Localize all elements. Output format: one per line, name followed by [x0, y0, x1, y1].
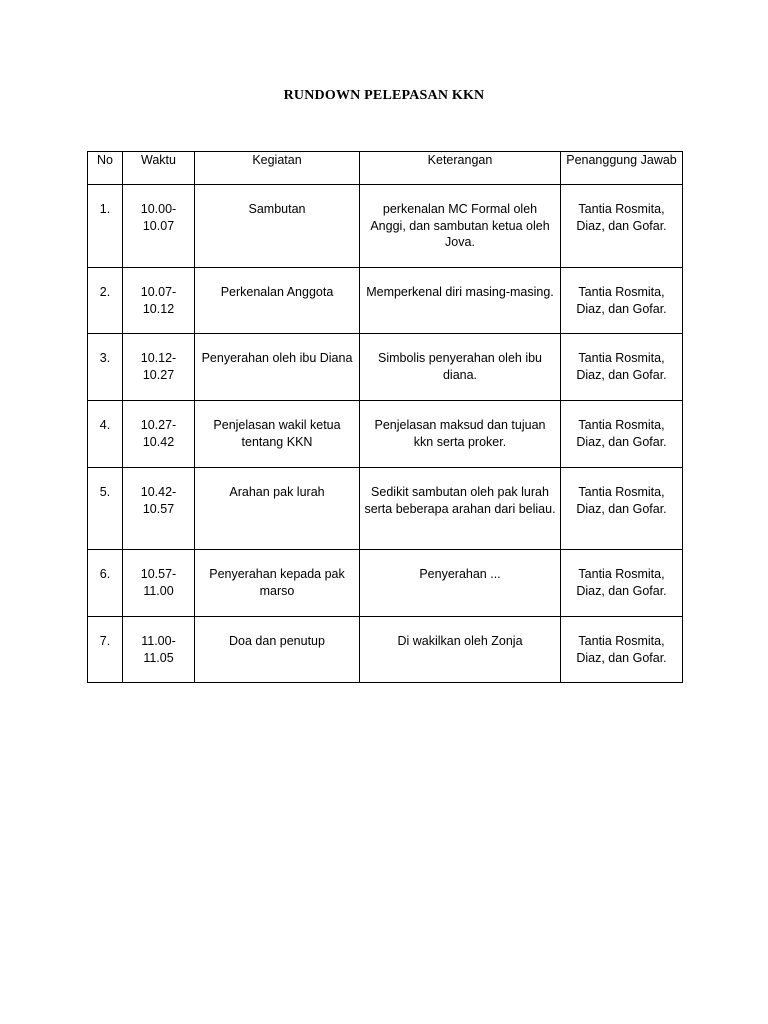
cell-keterangan: Penyerahan ...: [360, 550, 561, 617]
cell-penanggung-jawab: Tantia Rosmita, Diaz, dan Gofar.: [561, 401, 683, 468]
cell-waktu: 10.00-10.07: [123, 185, 195, 268]
cell-waktu: 10.12-10.27: [123, 334, 195, 401]
cell-keterangan: Simbolis penyerahan oleh ibu diana.: [360, 334, 561, 401]
cell-keterangan: Penjelasan maksud dan tujuan kkn serta proker.: [360, 401, 561, 468]
table-row: [88, 334, 683, 401]
cell-no: 5.: [88, 468, 123, 550]
table-row: [88, 268, 683, 334]
cell-waktu: 10.07-10.12: [123, 268, 195, 334]
cell-kegiatan: Penyerahan kepada pak marso: [195, 550, 360, 617]
cell-keterangan: Memperkenal diri masing-masing.: [360, 268, 561, 334]
cell-kegiatan: Doa dan penutup: [195, 617, 360, 683]
cell-keterangan: Di wakilkan oleh Zonja: [360, 617, 561, 683]
cell-waktu: 10.27-10.42: [123, 401, 195, 468]
table-row: [88, 550, 683, 617]
cell-waktu: 11.00-11.05: [123, 617, 195, 683]
cell-keterangan: perkenalan MC Formal oleh Anggi, dan sambutan ketua oleh Jova.: [360, 185, 561, 268]
cell-keterangan: Sedikit sambutan oleh pak lurah serta beberapa arahan dari beliau.: [360, 468, 561, 550]
cell-kegiatan: Sambutan: [195, 185, 360, 268]
header-kegiatan: Kegiatan: [195, 152, 360, 185]
header-waktu: Waktu: [123, 152, 195, 185]
cell-no: 1.: [88, 185, 123, 268]
cell-kegiatan: Penyerahan oleh ibu Diana: [195, 334, 360, 401]
header-keterangan: Keterangan: [360, 152, 561, 185]
rundown-table: [87, 151, 683, 683]
cell-no: 2.: [88, 268, 123, 334]
cell-no: 4.: [88, 401, 123, 468]
cell-penanggung-jawab: Tantia Rosmita, Diaz, dan Gofar.: [561, 468, 683, 550]
cell-penanggung-jawab: Tantia Rosmita, Diaz, dan Gofar.: [561, 268, 683, 334]
cell-no: 7.: [88, 617, 123, 683]
cell-kegiatan: Penjelasan wakil ketua tentang KKN: [195, 401, 360, 468]
cell-penanggung-jawab: Tantia Rosmita, Diaz, dan Gofar.: [561, 334, 683, 401]
table-row: [88, 617, 683, 683]
cell-no: 6.: [88, 550, 123, 617]
cell-waktu: 10.42-10.57: [123, 468, 195, 550]
table-row: [88, 401, 683, 468]
header-penanggung-jawab: Penanggung Jawab: [561, 152, 683, 185]
cell-kegiatan: Perkenalan Anggota: [195, 268, 360, 334]
table-row: [88, 468, 683, 550]
table-row: [88, 185, 683, 268]
header-no: No: [88, 152, 123, 185]
cell-penanggung-jawab: Tantia Rosmita, Diaz, dan Gofar.: [561, 617, 683, 683]
page-title: RUNDOWN PELEPASAN KKN: [283, 88, 485, 103]
cell-no: 3.: [88, 334, 123, 401]
cell-kegiatan: Arahan pak lurah: [195, 468, 360, 550]
cell-penanggung-jawab: Tantia Rosmita, Diaz, dan Gofar.: [561, 185, 683, 268]
cell-penanggung-jawab: Tantia Rosmita, Diaz, dan Gofar.: [561, 550, 683, 617]
table-header-row: [88, 152, 683, 185]
cell-waktu: 10.57-11.00: [123, 550, 195, 617]
